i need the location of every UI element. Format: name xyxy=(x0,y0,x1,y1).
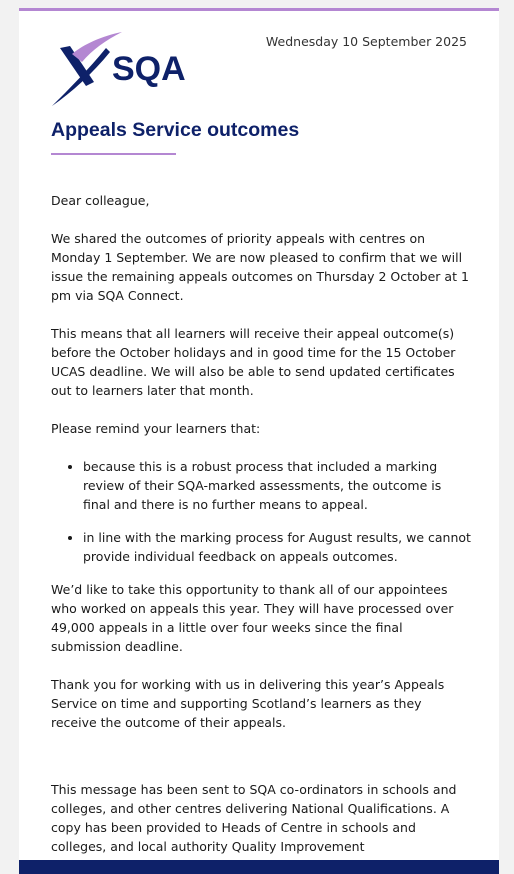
paragraph-thanks-appointees: We’d like to take this opportunity to thank all of our appointees who worked on appeals this year. They will have processed over 49,000 appeals in a little over four weeks since the final submission deadline. xyxy=(51,582,454,654)
list-item: • in line with the marking process for August results, we cannot provide individual feedback on appeals outcomes. xyxy=(83,528,471,566)
reminder-list xyxy=(51,457,471,566)
title-divider xyxy=(51,153,176,155)
email-container xyxy=(19,8,499,874)
list-item: • because this is a robust process that included a marking review of their SQA-marked assessments, the outcome is final and there is no further means to appeal. xyxy=(83,457,471,514)
email-date: Wednesday 10 September 2025 xyxy=(265,34,467,49)
sqa-logo xyxy=(50,30,200,108)
paragraph-learner-outcomes: This means that all learners will receive their appeal outcome(s) before the October holidays and in good time for the 15 October UCAS deadline. We will also be able to send updated certificates out to learners later that month. xyxy=(51,326,456,398)
email-body xyxy=(51,191,471,874)
paragraph-priority-appeals: We shared the outcomes of priority appeals with centres on Monday 1 September. We are now pleased to confirm that we will issue the remaining appeals outcomes on Thursday 2 October at 1 pm via SQA Connect. xyxy=(51,231,469,303)
paragraph-reminder-intro: Please remind your learners that: xyxy=(51,421,261,436)
greeting: Dear colleague, xyxy=(51,193,150,208)
distribution-note: This message has been sent to SQA co-ordinators in schools and colleges, and other centres delivering National Qualifications. A copy has been provided to Heads of Centre in schools and colleges, and local authority Quality Improvement xyxy=(51,782,457,854)
footer-bar xyxy=(19,860,499,874)
logo-wordmark: SQA xyxy=(112,50,186,88)
paragraph-thanks-centres: Thank you for working with us in delivering this year’s Appeals Service on time and supporting Scotland’s learners as they receive the outcome of their appeals. xyxy=(51,677,445,730)
page-title: Appeals Service outcomes xyxy=(51,119,300,141)
